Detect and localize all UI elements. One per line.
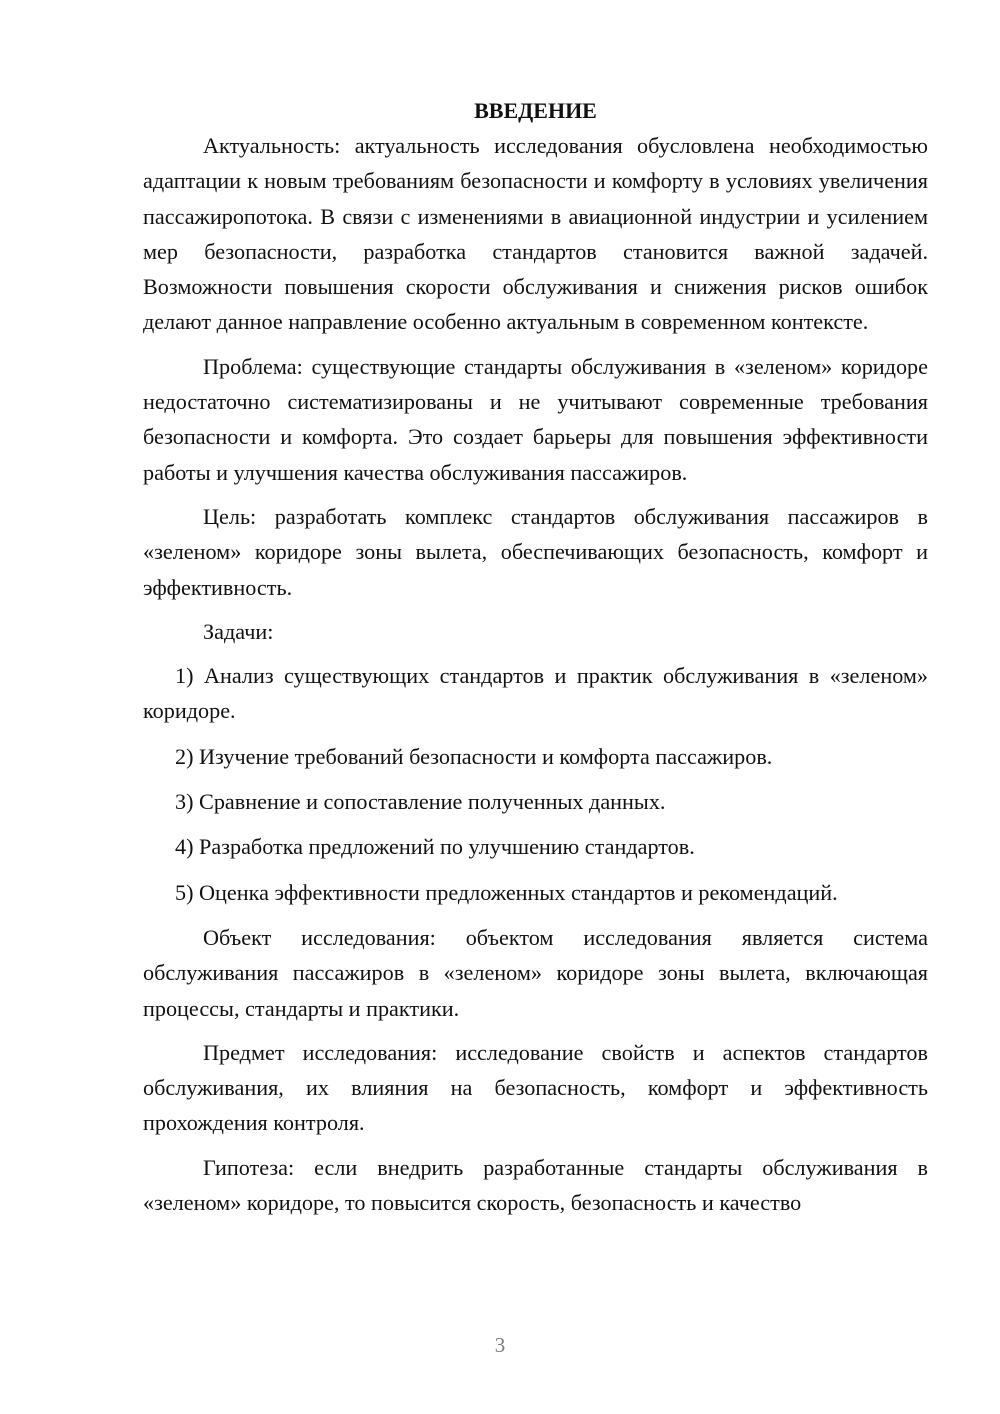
paragraph-goal: Цель: разработать комплекс стандартов обслуживания пассажиров в «зеленом» коридоре зоны вылета, обеспечивающих безопасность, комфорт и эффективность. [143,503,928,600]
page-number: 3 [494,1333,506,1357]
paragraph-hypothesis: Гипотеза: если внедрить разработанные стандарты обслуживания в «зеленом» коридоре, то повысится скорость, безопасность и качество [143,1154,928,1216]
document-page [143,94,928,1220]
task-item: 4) Разработка предложений по улучшению стандартов. [175,834,695,860]
paragraph-problem: Проблема: существующие стандарты обслуживания в «зеленом» коридоре недостаточно систематизированы и не учитывают современные требования безопасности и комфорта. Это создает барьеры для повышения эффективности работы и улучшения качества обслуживания пассажиров. [143,353,928,485]
task-item: 1) Анализ существующих стандартов и практик обслуживания в «зеленом» коридоре. [143,663,928,724]
task-item: 2) Изучение требований безопасности и комфорта пассажиров. [175,743,773,769]
paragraph-object: Объект исследования: объектом исследования является система обслуживания пассажиров в «зеленом» коридоре зоны вылета, включающая процессы, стандарты и практики. [143,924,928,1021]
paragraph-subject: Предмет исследования: исследование свойств и аспектов стандартов обслуживания, их влияния на безопасность, комфорт и эффективность прохождения контроля. [143,1039,928,1136]
section-heading: ВВЕДЕНИЕ [474,98,597,123]
task-item: 5) Оценка эффективности предложенных стандартов и рекомендаций. [175,879,838,905]
paragraph-relevance: Актуальность: актуальность исследования обусловлена необходимостью адаптации к новым требованиям безопасности и комфорту в условиях увеличения пассажиропотока. В связи с изменениями в авиационной индустрии и усилением мер безопасности, разработка стандартов становится важной задачей. Возможности повышения скорости обслуживания и снижения рисков ошибок делают данное направление особенно актуальным в современном контексте. [143,133,928,335]
tasks-label: Задачи: [203,618,274,644]
task-item: 3) Сравнение и сопоставление полученных данных. [175,789,666,815]
